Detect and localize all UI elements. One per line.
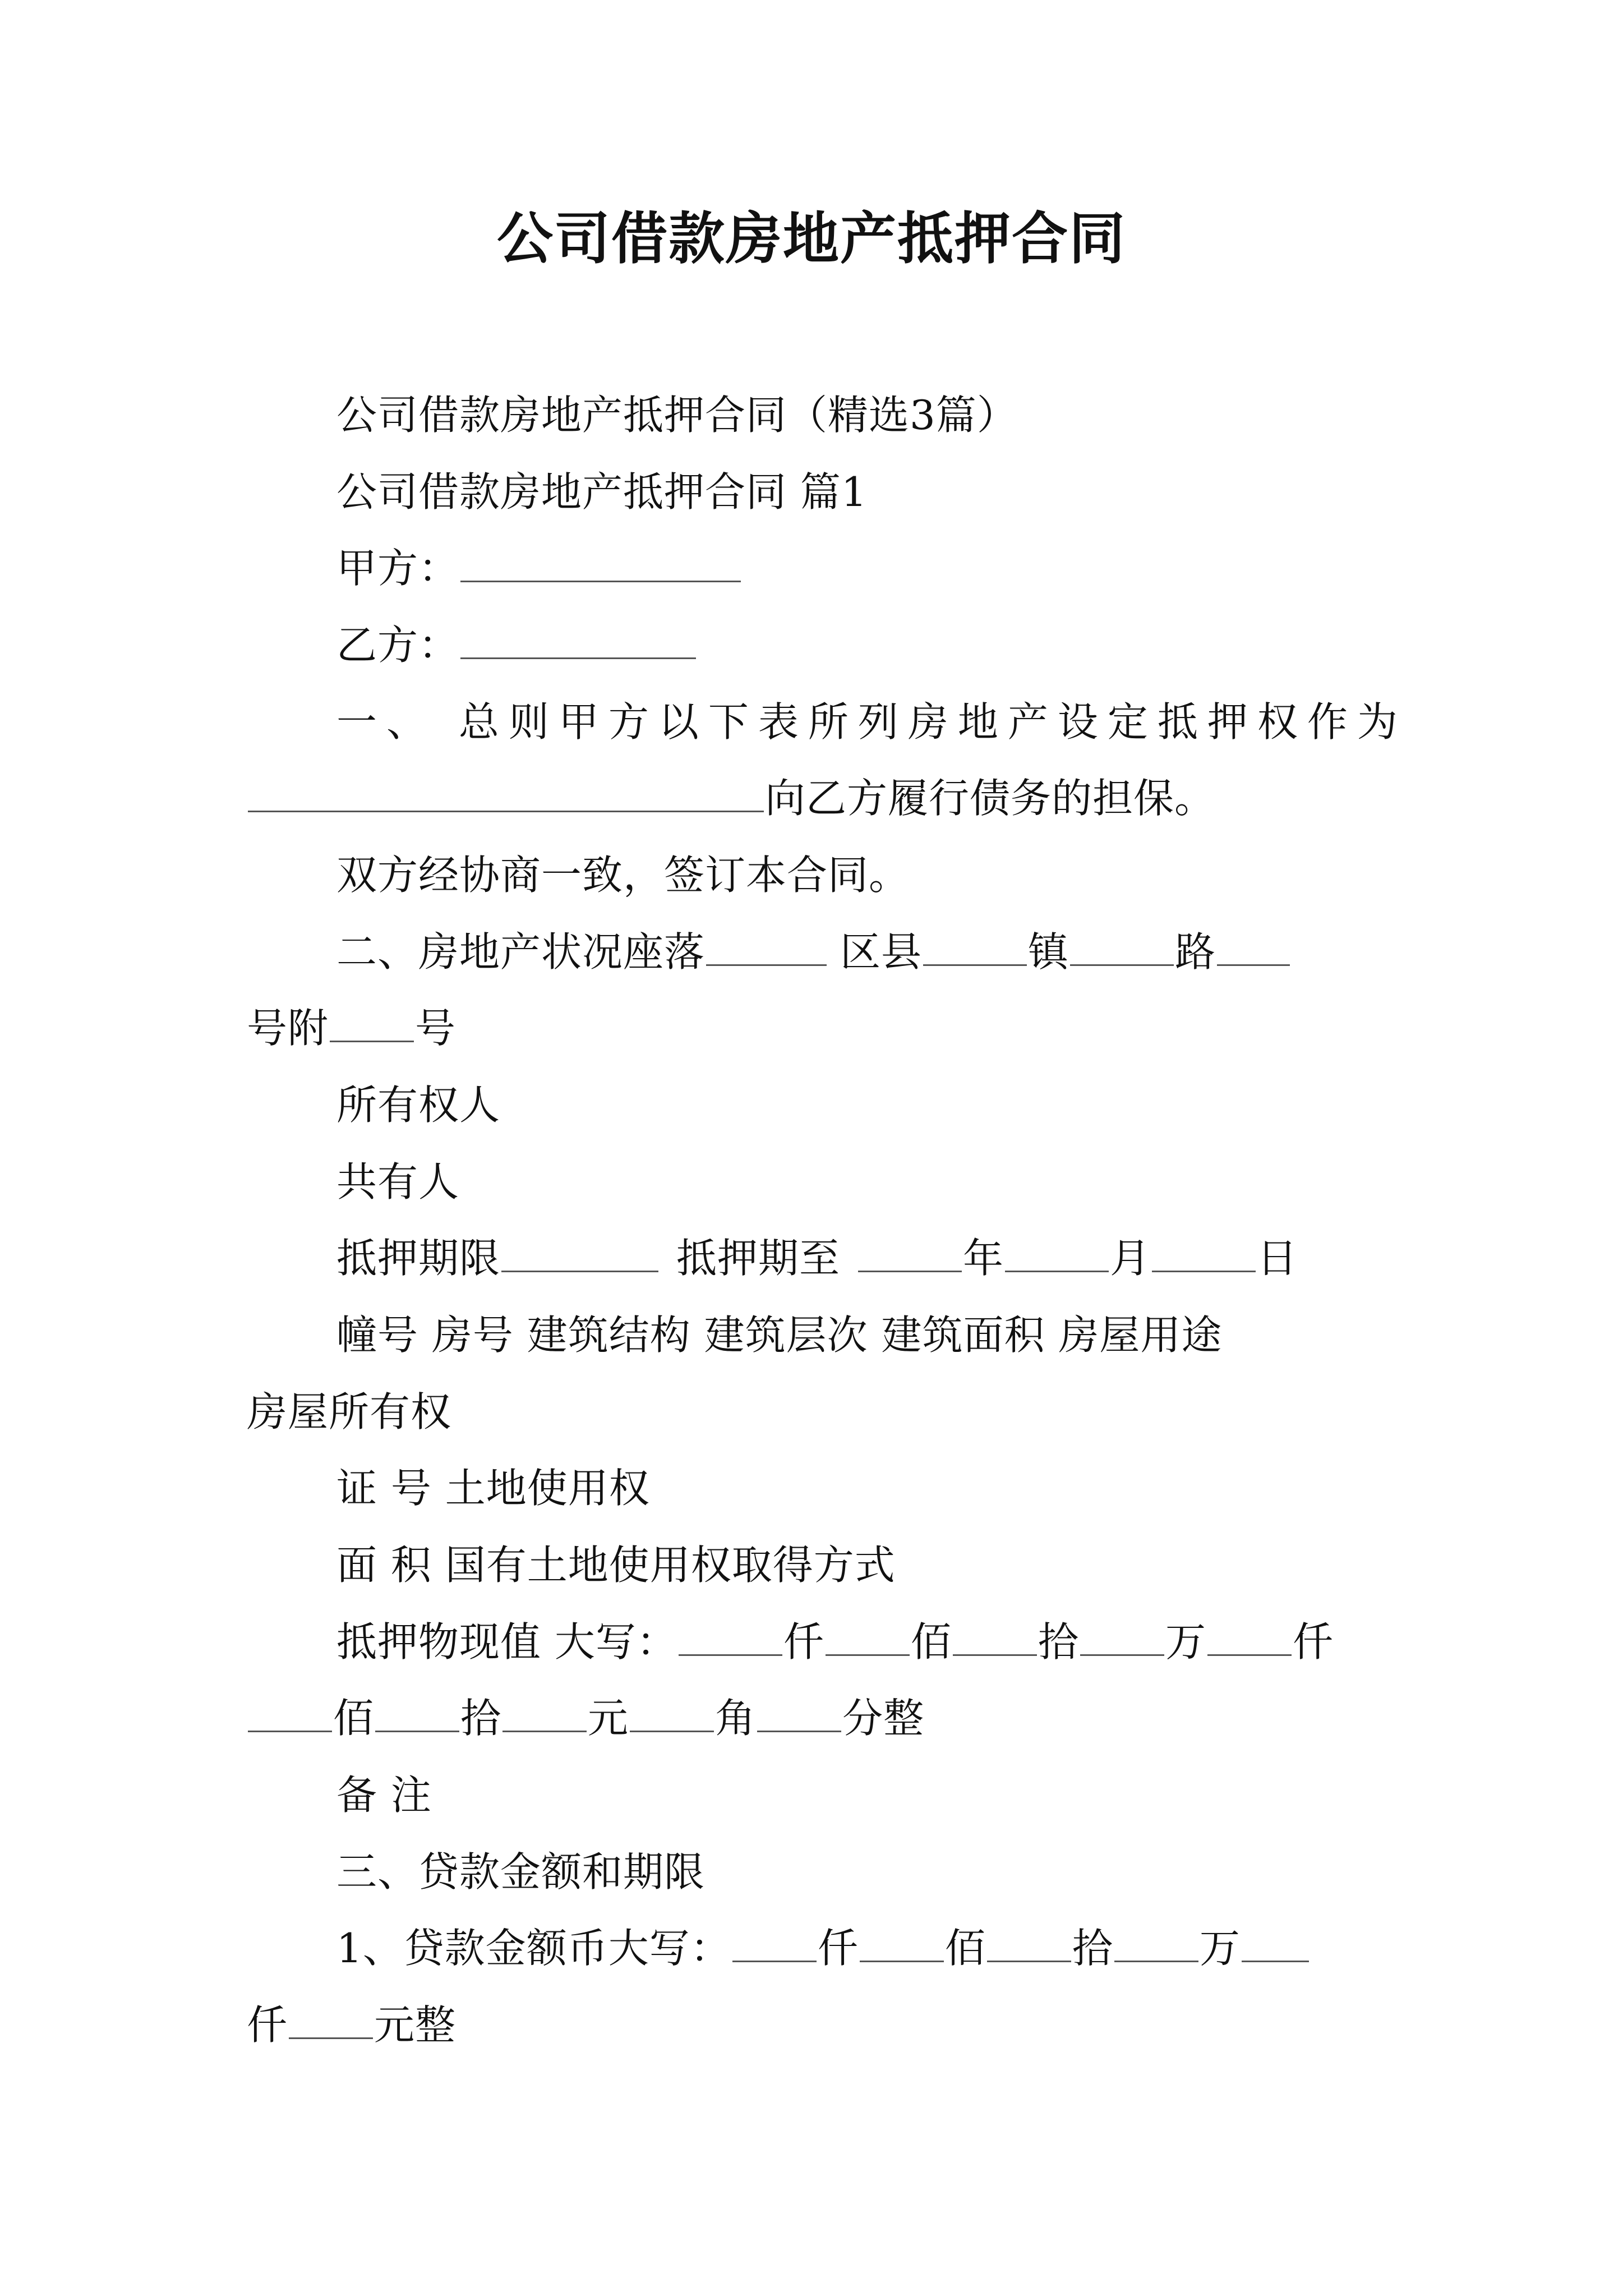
value-unit-6: 佰: [333, 1695, 375, 1742]
party-a-blank: [460, 546, 741, 582]
co-owner-line: 共有人: [336, 1158, 460, 1205]
loan-amount-label: 1、贷款金额币大写：: [336, 1925, 731, 1972]
loan-blank-1: [732, 1926, 817, 1962]
document-subtitle: 公司借款房地产抵押合同（精选3篇）: [336, 392, 1018, 439]
agreement-line: 双方经协商一致，签订本合同。: [336, 852, 910, 899]
loan-unit-1: 仟: [817, 1925, 859, 1972]
day-blank: [1152, 1236, 1256, 1272]
value-unit-9: 角: [715, 1695, 757, 1742]
value-unit-1: 仟: [783, 1618, 824, 1665]
term-label: 抵押期限: [336, 1235, 501, 1282]
party-a-line: [336, 537, 742, 599]
party-a-label: 甲方：: [336, 545, 460, 592]
value-blank-7: [375, 1696, 459, 1732]
loan-unit-2: 佰: [944, 1925, 986, 1972]
number-affix-label: 号附: [247, 1005, 329, 1052]
part-heading: 公司借款房地产抵押合同 篇1: [336, 468, 868, 516]
value-unit-10: 分整: [842, 1695, 925, 1742]
number-affix-blank: [330, 1006, 414, 1042]
month-blank: [1005, 1236, 1109, 1272]
owner-line: 所有权人: [336, 1082, 501, 1129]
term-until-label: 抵押期至: [676, 1235, 841, 1282]
value-label: 抵押物现值 大写：: [336, 1618, 677, 1665]
year-label: 年: [963, 1235, 1004, 1282]
loan-blank-5: [1242, 1926, 1309, 1962]
number-label: 号: [415, 1005, 457, 1052]
value-blank-5: [1207, 1619, 1292, 1656]
town-blank: [1070, 930, 1174, 966]
party-b-blank: [460, 623, 696, 659]
loan-unit-3: 拾: [1072, 1925, 1113, 1972]
loan-unit-5: 仟: [247, 2001, 288, 2049]
town-label: 镇: [1028, 928, 1069, 976]
section-2-line-1: [336, 921, 1291, 983]
value-unit-7: 拾: [460, 1695, 502, 1742]
district-blank: [923, 930, 1027, 966]
value-blank-2: [826, 1619, 910, 1656]
value-blank-4: [1080, 1619, 1164, 1656]
value-unit-2: 佰: [910, 1618, 952, 1665]
value-unit-5: 仟: [1292, 1618, 1334, 1665]
loan-amount-line-2: [247, 1994, 456, 2056]
section-2-prefix: 二、房地产状况座落: [336, 928, 706, 976]
loan-blank-3: [987, 1926, 1071, 1962]
loan-blank-4: [1114, 1926, 1198, 1962]
value-blank-9: [630, 1696, 714, 1732]
mortgage-term-line: [336, 1227, 1298, 1289]
value-blank-3: [953, 1619, 1037, 1656]
month-label: 月: [1110, 1235, 1151, 1282]
district-label: 区县: [840, 928, 923, 976]
section-1-text: 向乙方履行债务的担保。: [765, 775, 1216, 822]
guarantee-blank: [248, 776, 764, 812]
value-unit-4: 万: [1165, 1618, 1206, 1665]
value-blank-1: [679, 1619, 782, 1656]
loan-amount-line-1: [336, 1917, 1310, 1979]
location-blank: [706, 930, 827, 966]
party-b-line: [336, 614, 697, 676]
day-label: 日: [1257, 1235, 1298, 1282]
property-table-header: 幢号 房号 建筑结构 建筑层次 建筑面积 房屋用途: [336, 1312, 1223, 1359]
section-1-line-1: 一、 总则甲方以下表所列房地产设定抵押权作为: [336, 698, 1407, 746]
remark-line: 备 注: [336, 1772, 432, 1819]
value-line-2: [247, 1687, 924, 1749]
value-blank-6: [248, 1696, 332, 1732]
section-2-line-2: [247, 997, 456, 1059]
property-ownership-line: 房屋所有权: [247, 1388, 452, 1435]
value-line-1: [336, 1611, 1334, 1673]
year-blank: [858, 1236, 962, 1272]
document-title: 公司借款房地产抵押合同: [497, 205, 1126, 272]
value-unit-3: 拾: [1038, 1618, 1079, 1665]
area-line: 面 积 国有土地使用权取得方式: [336, 1542, 896, 1589]
party-b-label: 乙方：: [336, 622, 460, 669]
loan-blank-6: [289, 2003, 373, 2039]
value-blank-10: [757, 1696, 841, 1732]
road-label: 路: [1175, 928, 1216, 976]
road-blank: [1217, 930, 1290, 966]
value-unit-8: 元: [588, 1695, 629, 1742]
loan-unit-4: 万: [1199, 1925, 1241, 1972]
term-blank: [501, 1236, 658, 1272]
loan-unit-6: 元整: [374, 2001, 457, 2049]
value-blank-8: [502, 1696, 587, 1732]
section-1-line-2: [247, 767, 1215, 829]
certificate-line: 证 号 土地使用权: [336, 1465, 650, 1512]
section-3-heading: 三、贷款金额和期限: [336, 1848, 706, 1895]
loan-blank-2: [860, 1926, 944, 1962]
